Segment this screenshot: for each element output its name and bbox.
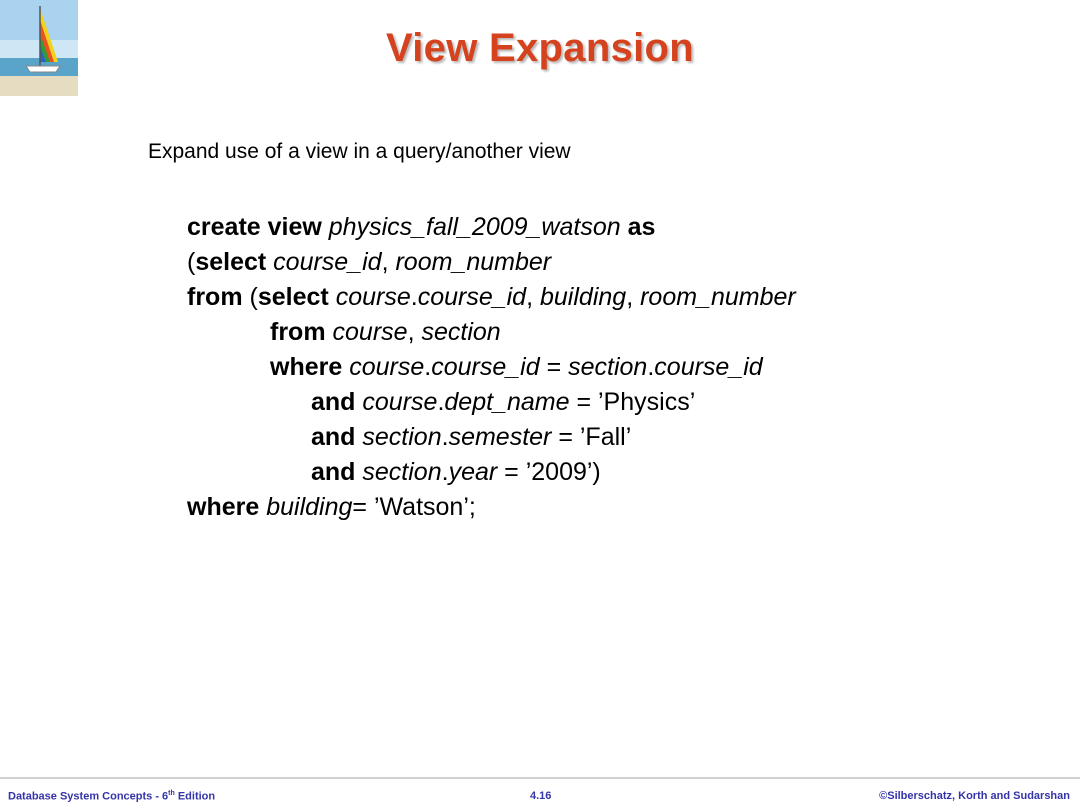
comma: , xyxy=(526,283,540,311)
condition-value: = ’Fall’ xyxy=(551,423,632,451)
condition-value: = ’Watson’; xyxy=(352,493,476,521)
attr-course-id: course_id xyxy=(431,353,540,381)
keyword-from: from xyxy=(187,283,243,311)
attr-dept-name: dept_name xyxy=(444,388,570,416)
relation-course: course xyxy=(332,318,408,346)
footer-divider xyxy=(0,777,1080,779)
dot: . xyxy=(410,283,418,311)
query-line-1 xyxy=(187,210,655,245)
view-name: physics_fall_2009_watson xyxy=(328,213,621,241)
attr-room-number: room_number xyxy=(395,248,552,276)
keyword-where: where xyxy=(187,493,260,521)
attr-course-id: course_id xyxy=(654,353,763,381)
slide-title: View Expansion xyxy=(385,26,694,70)
dot: . xyxy=(441,423,449,451)
keyword-select: select xyxy=(257,283,329,311)
footer-book-title: Database System Concepts - 6th Edition xyxy=(8,790,216,803)
keyword-and: and xyxy=(311,458,356,486)
paren: ( xyxy=(249,283,258,311)
footer-copyright: ©Silberschatz, Korth and Sudarshan xyxy=(879,790,1070,802)
keyword-create-view: create view xyxy=(187,213,322,241)
relation-section: section xyxy=(362,458,442,486)
query-line-5 xyxy=(270,350,763,385)
attr-year: year xyxy=(448,458,498,486)
attr-room-number: room_number xyxy=(640,283,796,311)
attr-building: building xyxy=(266,493,353,521)
relation-course: course xyxy=(349,353,425,381)
comma: , xyxy=(626,283,641,311)
footer-page-number: 4.16 xyxy=(530,790,552,802)
query-line-2 xyxy=(187,245,551,280)
relation-section: section xyxy=(362,423,442,451)
keyword-select: select xyxy=(195,248,267,276)
relation-course: course xyxy=(362,388,438,416)
keyword-and: and xyxy=(311,388,356,416)
keyword-and: and xyxy=(311,423,356,451)
query-line-9 xyxy=(187,490,476,525)
relation-course: course xyxy=(335,283,411,311)
keyword-where: where xyxy=(270,353,343,381)
dot: . xyxy=(424,353,432,381)
query-line-8 xyxy=(311,455,601,490)
intro-text: Expand use of a view in a query/another view xyxy=(148,140,571,163)
relation-section: section xyxy=(421,318,501,346)
query-line-7 xyxy=(311,420,631,455)
query-line-4 xyxy=(270,315,501,350)
dot: . xyxy=(441,458,449,486)
attr-course-id: course_id xyxy=(273,248,382,276)
comma: , xyxy=(381,248,396,276)
attr-course-id: course_id xyxy=(417,283,527,311)
dot: . xyxy=(647,353,655,381)
keyword-from: from xyxy=(270,318,326,346)
equals: = xyxy=(539,353,569,381)
dot: . xyxy=(437,388,445,416)
condition-value: = ’Physics’ xyxy=(569,388,696,416)
query-line-6 xyxy=(311,385,695,420)
relation-section: section xyxy=(568,353,648,381)
query-line-3 xyxy=(187,280,796,315)
attr-semester: semester xyxy=(448,423,552,451)
paren: ( xyxy=(187,248,196,276)
keyword-as: as xyxy=(627,213,656,241)
comma: , xyxy=(407,318,422,346)
attr-building: building xyxy=(540,283,627,311)
condition-value: = ’2009’) xyxy=(497,458,601,486)
